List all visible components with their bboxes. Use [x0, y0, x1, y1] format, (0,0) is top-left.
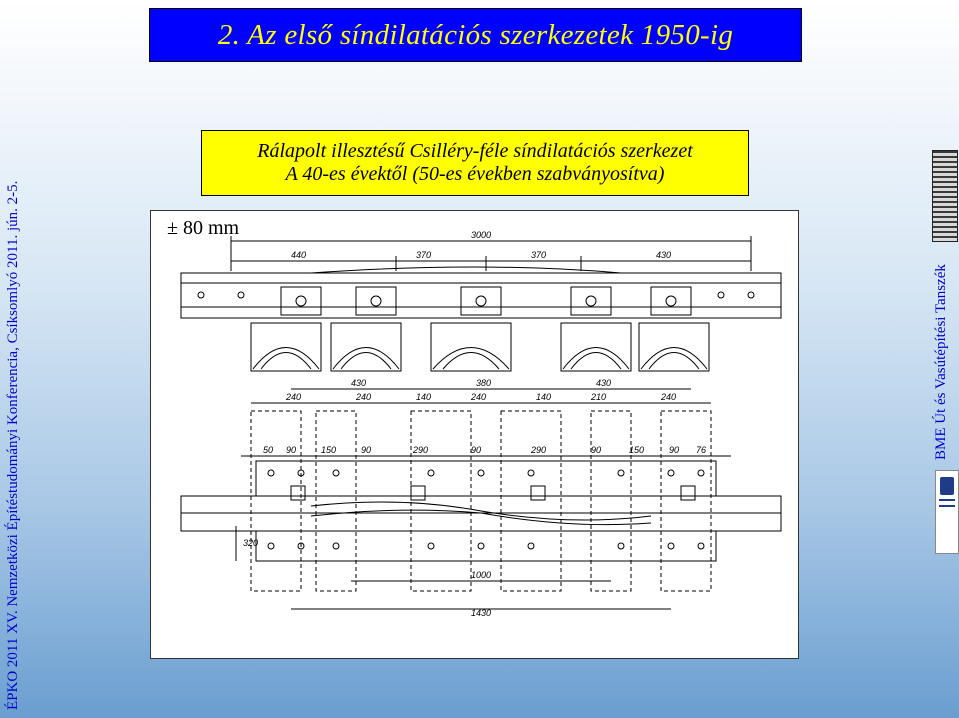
dim-l-5: 90: [471, 445, 482, 455]
dim-m-0: 240: [286, 392, 302, 402]
dim-m-4: 140: [536, 392, 552, 402]
dim-1430: 1430: [471, 608, 492, 618]
dim-m-5: 210: [591, 392, 607, 402]
slide-title-box: [149, 8, 802, 62]
dim-mu-0: 430: [351, 378, 367, 388]
dim-l-8: 150: [629, 445, 645, 455]
dim-mu-1: 380: [476, 378, 492, 388]
dim-l-10: 76: [696, 445, 707, 455]
dim-370a: 370: [416, 250, 432, 260]
range-label: ± 80 mm: [167, 217, 240, 239]
slide-title: 2. Az első síndilatációs szerkezetek 1950-ig: [217, 18, 734, 51]
dim-l-0: 50: [263, 445, 274, 455]
department-text: BME Út és Vasútépítési Tanszék: [933, 264, 949, 460]
technical-drawing: [150, 210, 799, 659]
building-image: [932, 150, 958, 242]
conference-sidebar: [0, 60, 26, 718]
dim-440: 440: [291, 250, 307, 260]
university-logo: [935, 470, 959, 554]
drawing-svg: [151, 211, 798, 658]
dim-l-9: 90: [669, 445, 680, 455]
dim-l-2: 150: [321, 445, 337, 455]
conference-text: ÉPKO 2011 XV. Nemzetközi Építéstudományi Konferencia, Csíksomlyó 2011. jún. 2-5.: [5, 180, 21, 710]
dim-m-2: 140: [416, 392, 432, 402]
logo-mark-icon: [940, 477, 954, 495]
dim-l-1: 90: [286, 445, 297, 455]
dim-l-6: 290: [531, 445, 547, 455]
dim-m-1: 240: [356, 392, 372, 402]
dim-l-7: 90: [591, 445, 602, 455]
dim-3000: 3000: [471, 230, 492, 240]
caption-line-2: A 40-es évektől (50-es években szabványosítva): [285, 163, 665, 185]
dim-370b: 370: [531, 250, 547, 260]
caption-line-1: Rálapolt illesztésű Csilléry-féle síndilatációs szerkezet: [257, 140, 693, 162]
dim-1000: 1000: [471, 570, 492, 580]
dim-l-4: 290: [413, 445, 429, 455]
dim-l-3: 90: [361, 445, 372, 455]
dim-320: 320: [243, 538, 259, 548]
dim-mu-2: 430: [596, 378, 612, 388]
dim-430: 430: [656, 250, 672, 260]
caption-box: [201, 130, 749, 196]
dim-m-3: 240: [471, 392, 487, 402]
dim-m-6: 240: [661, 392, 677, 402]
